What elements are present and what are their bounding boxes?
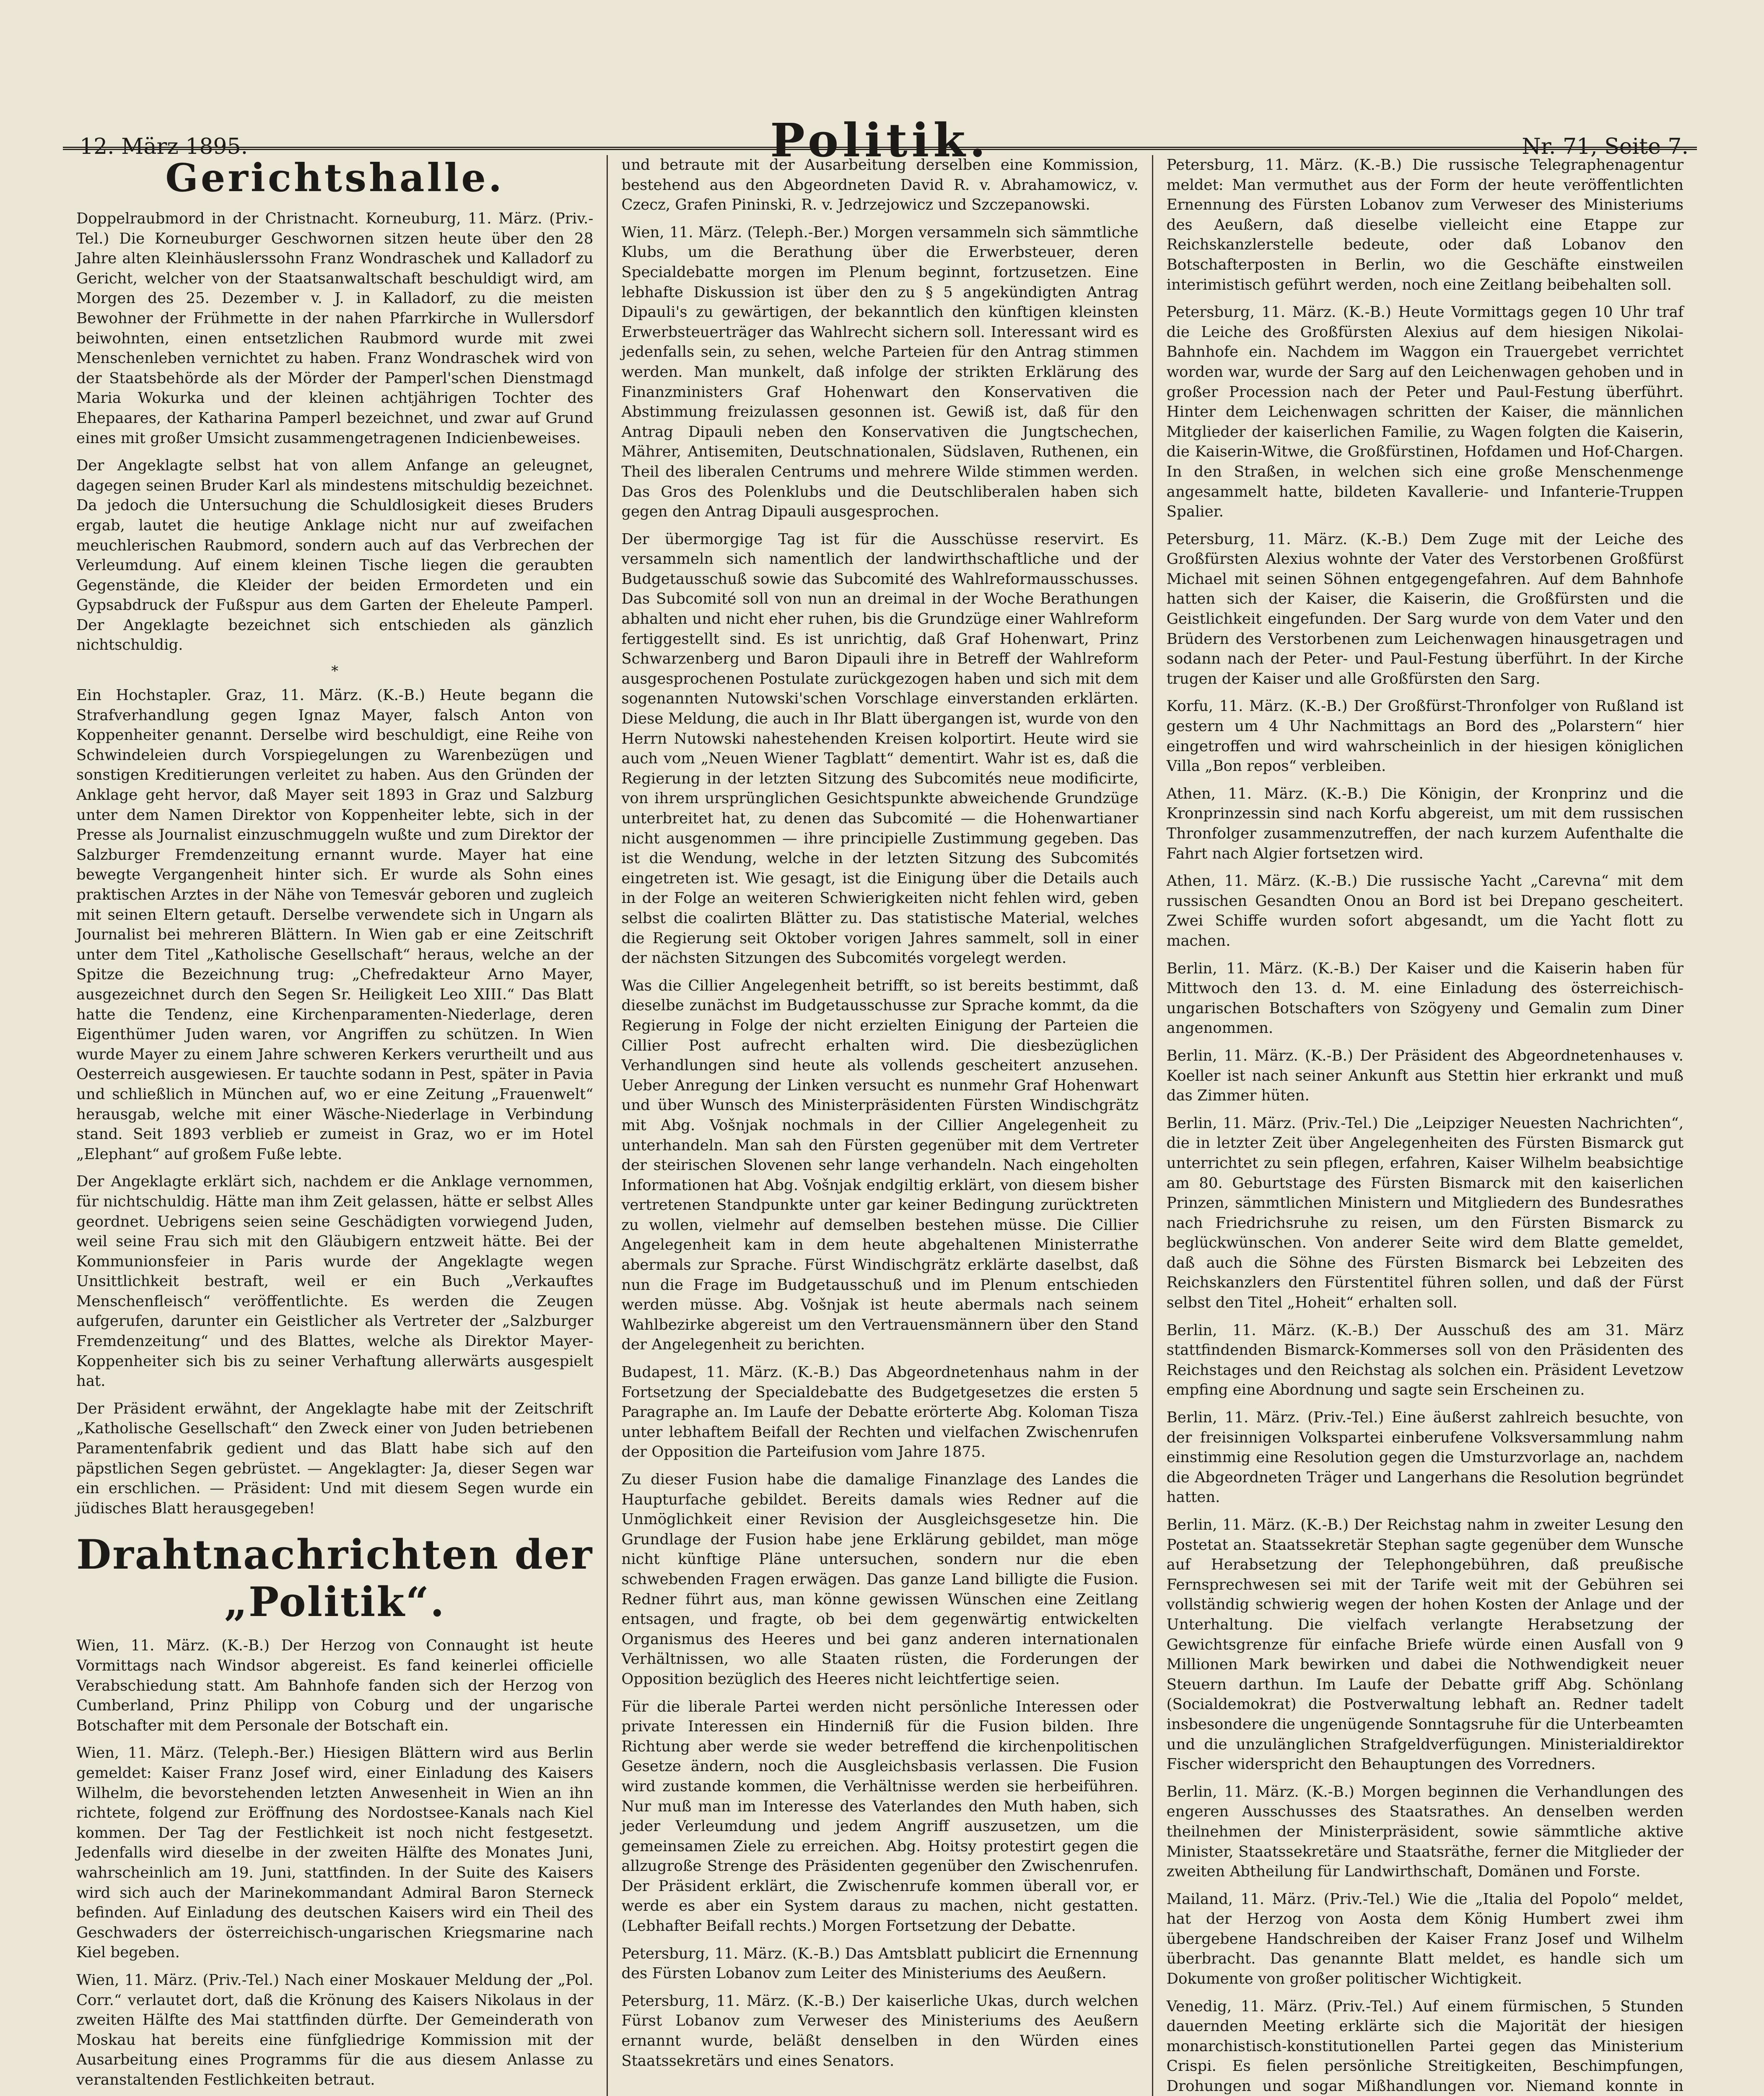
article-paragraph: Berlin, 11. März. (K.-B.) Morgen beginnen die Verhandlungen des engeren Ausschusses des Staatsrathes. An denselben werden theilnehmen der Ministerpräsident, sowie sämmtliche aktive Minister, Staatssekretäre und Staatsräthe, ferner die Mitglieder der zweiten Abtheilung für Landwirthschaft, Domänen und Forste. — [1166, 1783, 1684, 1881]
article-paragraph: Berlin, 11. März. (Priv.-Tel.) Eine äußerst zahlreich besuchte, von der freisinnigen Volkspartei einberufene Volksversammlung nahm einstimmig eine Resolution gegen die Umsturzvorlage an, nachdem die Abgeordneten Träger und Langerhans die Resolution begründet hatten. — [1166, 1409, 1684, 1506]
article-paragraph: Doppelraubmord in der Christnacht. Korneuburg, 11. März. (Priv.-Tel.) Die Korneuburger Geschwornen sitzen heute über den 28 Jahre alten Kleinhäuslerssohn Franz Wondraschek und Kalladorf zu Gericht, welcher von der Staatsanwaltschaft beschuldigt wird, am Morgen des 25. Dezember v. J. in Kalladorf, zu die meisten Bewohner der Frühmette in der nahen Pfarrkirche in Wullersdorf beiwohnten, einen entsetzlichen Raubmord wurde mit zwei Menschenleben vernichtet zu haben. Franz Wondraschek wird von der Staatsbehörde als der Mörder der Pamperl'schen Dienstmagd Maria Wokurka und der kleinen achtjährigen Tochter des Ehepaares, der Katharina Pamperl bezeichnet, und zwar auf Grund eines mit großer Umsicht zusammengetragenen Indicienbeweises. — [76, 210, 594, 447]
article-paragraph: Der Präsident erwähnt, der Angeklagte habe mit der Zeitschrift „Katholische Gesellschaft“ den Zweck einer von Juden betriebenen Paramentenfabrik gedient und das Blatt habe sich auf den päpstlichen Segen gebrüstet. — Angeklagter: Ja, dieser Segen war ein erschlichen. — Präsident: Und mit diesem Segen wurde ein jüdisches Blatt herausgegeben! — [76, 1400, 594, 1517]
article-paragraph: Der Angeklagte erklärt sich, nachdem er die Anklage vernommen, für nichtschuldig. Hätte man ihm Zeit gelassen, hätte er selbst Alles geordnet. Uebrigens seien seine Geschädigten vorwiegend Juden, weil seine Frau sich mit den Gläubigern entzweit hätte. Bei der Kommunionsfeier in Paris wurde der Angeklagte wegen Unsittlichkeit bestraft, weil er ein Buch „Verkauftes Menschenfleisch“ veröffentlichte. Es werden die Zeugen aufgerufen, darunter ein Geistlicher als Vertreter der „Salzburger Fremdenzeitung“ und des Blattes, welche als Direktor Mayer-Koppenheiter sich bis zu seiner Verhaftung allerwärts ausgespielt hat. — [76, 1173, 594, 1390]
article-paragraph: Petersburg, 11. März. (K.-B.) Heute Vormittags gegen 10 Uhr traf die Leiche des Großfürsten Alexius auf dem hiesigen Nikolai-Bahnhofe ein. Nachdem im Waggon ein Trauergebet verrichtet worden war, wurde der Sarg auf den Leichenwagen gehoben und in großer Procession nach der Peter und Paul-Festung überführt. Hinter dem Leichenwagen schritten der Kaiser, die männlichen Mitglieder der kaiserlichen Familie, zu Wagen folgten die Kaiserin, die Kaiserin-Witwe, die Großfürstinen, Hofdamen und Hof-Chargen. In den Straßen, in welchen sich eine große Menschenmenge angesammelt hatte, bildeten Kavallerie- und Infanterie-Truppen Spalier. — [1166, 304, 1684, 521]
article-paragraph: Berlin, 11. März. (K.-B.) Der Präsident des Abgeordnetenhauses v. Koeller ist nach seiner Ankunft aus Stettin hier erkrankt und muß das Zimmer hüten. — [1166, 1047, 1684, 1105]
article-paragraph: Wien, 11. März. (Priv.-Tel.) Nach einer Moskauer Meldung der „Pol. Corr.“ verlautet dort, daß die Krönung des Kaisers Nikolaus in der zweiten Hälfte des Mai stattfinden dürfte. Der Gemeinderath von Moskau hat bereits eine fünfgliedrige Kommission mit der Ausarbeitung eines Programms für die aus diesem Anlasse zu veranstaltenden Festlichkeiten betraut. — [76, 1971, 594, 2088]
article-paragraph: Für die liberale Partei werden nicht persönliche Interessen oder private Interessen ein Hinderniß für die Fusion bilden. Ihre Richtung aber werde sie weder betreffend die kirchenpolitischen Gesetze ändern, noch die Ausgleichsbasis verlassen. Die Fusion wird zustande kommen, die Verhältnisse werden sie herbeiführen. Nur muß man im Interesse des Vaterlandes den Muth haben, sich jeder Verleumdung und jedem Angriff auszusetzen, um die gemeinsamen Ziele zu erreichen. Abg. Hoitsy protestirt gegen die allzugroße Strenge des Präsidenten gegenüber den Zwischenrufen. Der Präsident erklärt, die Zwischenrufe kommen überall vor, er werde es aber ein System daraus zu machen, nicht gestatten. (Lebhafter Beifall rechts.) Morgen Fortsetzung der Debatte. — [621, 1698, 1139, 1935]
article-paragraph: und betraute mit der Ausarbeitung derselben eine Kommission, bestehend aus den Abgeordneten David R. v. Abrahamowicz, v. Czecz, Grafen Pininski, R. v. Jedrzejowicz und Szczepanowski. — [621, 156, 1139, 214]
separator-star: * — [331, 663, 339, 680]
article-paragraph: Mailand, 11. März. (Priv.-Tel.) Wie die „Italia del Popolo“ meldet, hat der Herzog von Aosta dem König Humbert zwei ihm übergebene Handschreiben der Kaiser Franz Josef und Wilhelm überbracht. Das genannte Blatt meldet, es handle sich um Dokumente von großer politischer Wichtigkeit. — [1166, 1890, 1684, 1988]
page-header — [63, 75, 1697, 167]
article-paragraph: Wien, 11. März. (K.-B.) Der Herzog von Connaught ist heute Vormittags nach Windsor abgereist. Es fand keinerlei officielle Verabschiedung statt. Am Bahnhofe fanden sich der Herzog von Cumberland, Prinz Philipp von Coburg und der ungarische Botschafter mit dem Personale der Botschaft ein. — [76, 1637, 594, 1734]
article-paragraph: Korfu, 11. März. (K.-B.) Der Großfürst-Thronfolger von Rußland ist gestern um 4 Uhr Nachmittags an Bord des „Polarstern“ hier eingetroffen und wird wahrscheinlich in der hiesigen königlichen Villa „Bon repos“ verbleiben. — [1166, 698, 1684, 775]
article-paragraph: Berlin, 11. März. (K.-B.) Der Kaiser und die Kaiserin haben für Mittwoch den 13. d. M. eine Einladung des österreichisch-ungarischen Botschafters von Szögyeny und Gemalin zum Diner angenommen. — [1166, 960, 1684, 1037]
article-paragraph: Athen, 11. März. (K.-B.) Die Königin, der Kronprinz und die Kronprinzessin sind nach Korfu abgereist, um mit dem russischen Thronfolger zusammenzutreffen, der nach kurzem Aufenthalte die Fahrt nach Algier fortsetzen wird. — [1166, 785, 1684, 862]
issue-date: 12. März 1895. — [80, 134, 248, 159]
section-title-court: Gerichtshalle. — [165, 155, 504, 200]
article-paragraph: Venedig, 11. März. (Priv.-Tel.) Auf einem fürmischen, 5 Stunden dauernden Meeting erklärte sich die Majorität der hiesigen monarchistisch-konstitutionellen Partei gegen das Ministerium Crispi. Es fielen persönliche Streitigkeiten, Beschimpfungen, Drohungen und sogar Mißhandlungen vor. Niemand konnte in — [1166, 1997, 1684, 2095]
article-paragraph: Petersburg, 11. März. (K.-B.) Dem Zuge mit der Leiche des Großfürsten Alexius wohnte der Vater des Verstorbenen Großfürst Michael mit seinen Söhnen entgegengefahren. Auf dem Bahnhofe hatten sich der Kaiser, die Kaiserin, die Großfürsten und die Geistlichkeit eingefunden. Der Sarg wurde von dem Vater und den Brüdern des Verstorbenen zum Leichenwagen hinausgetragen und sodann nach der Peter- und Paul-Festung überführt. In der Kirche trugen der Kaiser und alle Großfürsten den Sarg. — [1166, 530, 1684, 687]
article-paragraph: Petersburg, 11. März. (K.-B.) Der kaiserliche Ukas, durch welchen Fürst Lobanov zum Verweser des Ministeriums des Aeußern ernannt wurde, beläßt denselben in den Würden eines Staatssekretärs und eines Senators. — [621, 1992, 1139, 2070]
article-paragraph: Athen, 11. März. (K.-B.) Die russische Yacht „Carevna“ mit dem russischen Gesandten Onou an Bord ist bei Drepano gescheitert. Zwei Schiffe wurden sofort abgesandt, um die Yacht flott zu machen. — [1166, 872, 1684, 949]
issue-number: Nr. 71, Seite 7. — [1522, 134, 1689, 159]
article-paragraph: Berlin, 11. März. (K.-B.) Der Ausschuß des am 31. März stattfindenden Bismarck-Kommerses soll von den Präsidenten des Reichstages und den Reichstag als solchen ein. Präsident Levetzow empfing eine Abordnung und sagte sein Erscheinen zu. — [1166, 1321, 1684, 1399]
column-2 — [608, 155, 1153, 2096]
article-paragraph: Petersburg, 11. März. (K.-B.) Die russische Telegraphenagentur meldet: Man vermuthet aus der Form der heute veröffentlichten Ernennung des Fürsten Lobanov zum Verweser des Ministeriums des Aeußern, daß dieselbe vielleicht eine Etappe zur Reichskanzlerstelle bedeute, oder daß Lobanov den Botschafterposten in Berlin, wo die Geschäfte einstweilen interimistisch geführt werden, noch eine Zeitlang beibehalten soll. — [1166, 156, 1684, 293]
article-paragraph: Wien, 11. März. (Teleph.-Ber.) Hiesigen Blättern wird aus Berlin gemeldet: Kaiser Franz Josef wird, einer Einladung des Kaisers Wilhelm, die bevorstehenden letzten Anwesenheit in Wien an ihn richtete, folgend zur Eröffnung des Nordostsee-Kanals nach Kiel kommen. Der Tag der Festlichkeit ist noch nicht festgesetzt. Jedenfalls wird dieselbe in der zweiten Hälfte des Monates Juni, wahrscheinlich am 19. Juni, stattfinden. In der Suite des Kaisers wird sich auch der Marinekommandant Admiral Baron Sterneck befinden. Auf Einladung des deutschen Kaisers wird ein Theil des Geschwaders der österreichisch-ungarischen Kriegsmarine nach Kiel begeben. — [76, 1744, 594, 1961]
article-paragraph: Petersburg, 11. März. (K.-B.) Das Amtsblatt publicirt die Ernennung des Fürsten Lobanov zum Leiter des Ministeriums des Aeußern. — [621, 1945, 1139, 1982]
column-3 — [1153, 155, 1697, 2096]
article-paragraph: Berlin, 11. März. (K.-B.) Der Reichstag nahm in zweiter Lesung den Postetat an. Staatssekretär Stephan sagte gegenüber dem Wunsche auf Herabsetzung der Telephongebühren, daß preußische Fernsprechwesen sei mit der Tarife weit mit der Gebühren sei vollständig schwierig wegen der hohen Kosten der Anlage und der Unterhaltung. Die vielfach verlangte Herabsetzung der Gewichtsgrenze für einfache Briefe würde einen Ausfall von 9 Millionen Mark bewirken und dabei die Nothwendigkeit neuer Steuern darthun. Im Laufe der Debatte griff Abg. Schönlang (Socialdemokrat) die Postverwaltung lebhaft an. Redner tadelt insbesondere die ungenügende Sonntagsruhe für die Unterbeamten und die unzulänglichen Strafgeldverfügungen. Ministerialdirektor Fischer widerspricht den Behauptungen des Vorredners. — [1166, 1516, 1684, 1773]
section-masthead: Politik. — [770, 113, 990, 167]
columns — [63, 155, 1697, 2096]
article-paragraph: Was die Cillier Angelegenheit betrifft, so ist bereits bestimmt, daß dieselbe zunächst im Budgetausschusse zur Sprache kommt, da die Regierung in Folge der nicht erzielten Einigung der Parteien die Cillier Post aufrecht erhalten wird. Die diesbezüglichen Verhandlungen sind heute als vollends gescheitert anzusehen. Ueber Anregung der Linken versucht es nunmehr Graf Hohenwart und über Wunsch des Ministerpräsidenten Fürsten Windischgrätz mit Abg. Vošnjak nochmals in der Cillier Angelegenheit zu unterhandeln. Man sah den Fürsten gegenüber mit dem Vertreter der steirischen Slovenen sehr lange verhandeln. Nach eingeholten Informationen hat Abg. Vošnjak endgiltig erklärt, von diesem bisher vertretenen Standpunkte unter gar keiner Bedingung zurücktreten zu wollen, vielmehr auf demselben bestehen müsse. Die Cillier Angelegenheit kam in dem heute abgehaltenen Ministerrathe abermals zur Sprache. Fürst Windischgrätz erklärte daselbst, daß nun die Frage im Budgetausschuß und im Plenum entschieden werden müsse. Abg. Vošnjak ist heute abermals nach seinem Wahlbezirke abgereist um den Vertrauensmännern über den Stand der Angelegenheit zu berichten. — [621, 977, 1139, 1354]
article-paragraph: Wien, 11. März. (Teleph.-Ber.) Morgen versammeln sich sämmtliche Klubs, um die Berathung über die Erwerbsteuer, deren Specialdebatte morgen im Plenum beginnt, fortzusetzen. Eine lebhafte Diskussion ist über den zu § 5 angekündigten Antrag Dipauli's zu gewärtigen, der bekanntlich den künftigen kleinsten Erwerbsteuerträger das Wahlrecht sichern soll. Interessant wird es jedenfalls sein, zu sehen, welche Parteien für den Antrag stimmen werden. Man munkelt, daß infolge der strikten Erklärung des Finanzministers Graf Hohenwart den Konservativen die Abstimmung freizulassen gesonnen ist. Gewiß ist, daß für den Antrag Dipauli neben den Konservativen die Jungtschechen, Mährer, Antisemiten, Deutschnationalen, Südslaven, Ruthenen, ein Theil des liberalen Centrums und mehrere Wilde stimmen werden. Das Gros des Polenklubs und die Deutschliberalen haben sich gegen den Antrag Dipauli ausgesprochen. — [621, 223, 1139, 521]
section-title-telegrams: Drahtnachrichten der „Politik“. — [76, 1531, 594, 1626]
column-1 — [63, 155, 608, 2096]
article-paragraph: Zu dieser Fusion habe die damalige Finanzlage des Landes die Haupturfache gebildet. Bereits damals wies Redner auf die Unmöglichkeit einer Revision der Ausgleichsgesetze hin. Die Grundlage der Fusion habe jene Erklärung gebildet, man möge nicht künftige Pläne untersuchen, sondern nur die eben schwebenden Fragen erwägen. Das ganze Land billigte die Fusion. Redner führt aus, man könne gewissen Wünschen eine Zeitlang entsagen, und fragte, ob bei dem gegenwärtig entwickelten Organismus des Heeres und bei ganz anderen internationalen Verhältnissen, wo alle Staaten rüsten, die Forderungen der Opposition bezüglich des Heeres nicht leichtfertige seien. — [621, 1471, 1139, 1688]
article-paragraph: Der übermorgige Tag ist für die Ausschüsse reservirt. Es versammeln sich namentlich der landwirthschaftliche und der Budgetausschuß sowie das Subcomité des Wahlreformausschusses. Das Subcomité soll von nun an dreimal in der Woche Berathungen abhalten und nicht eher ruhen, bis die Grundzüge einer Wahlreform fertiggestellt sind. Es ist unrichtig, daß Graf Hohenwart, Prinz Schwarzenberg und Baron Dipauli ihre in Betreff der Wahlreform ausgesprochenen Postulate zurückgezogen haben und sich mit dem sogenannten Nutowski'schen Vorschlage einverstanden erklärten. Diese Meldung, die auch in Ihr Blatt übergangen ist, wurde von den Herrn Nutowski nahestehenden Kreisen kolportirt. Heute wird sie auch vom „Neuen Wiener Tagblatt“ dementirt. Wahr ist es, daß die Regierung in der letzten Sitzung des Subcomités neue modificirte, von ihrem ursprünglichen Gesichtspunkte abweichende Grundzüge unterbreitet hat, zu denen das Subcomité — die Hohenwartianer nicht ausgenommen — ihre principielle Zustimmung gegeben. Das ist die Wendung, welche in der letzten Sitzung des Subcomités eingetreten ist. Wie gesagt, ist die Einigung über die Details auch in der Folge an weiteren Schwierigkeiten nicht fehlen wird, geben selbst die coalirten Blätter zu. Das statistische Material, welches die Regierung seit Oktober vorigen Jahres sammelt, soll in einer der nächsten Sitzungen des Subcomités vorgelegt werden. — [621, 530, 1139, 967]
article-paragraph: Budapest, 11. März. (K.-B.) Das Abgeordnetenhaus nahm in der Fortsetzung der Specialdebatte des Budgetgesetzes die ersten 5 Paragraphe an. Im Laufe der Debatte erörterte Abg. Koloman Tisza unter lebhaftem Beifall der Rechten und vielfachen Zwischenrufen der Opposition die Parteifusion vom Jahre 1875. — [621, 1364, 1139, 1461]
article-paragraph: Ein Hochstapler. Graz, 11. März. (K.-B.) Heute begann die Strafverhandlung gegen Ignaz Mayer, falsch Anton von Koppenheiter genannt. Derselbe wird beschuldigt, eine Reihe von Schwindeleien durch Vorspiegelungen zu Warenbezügen und sonstigen Kreditierungen verleitet zu haben. Aus den Gründen der Anklage geht hervor, daß Mayer seit 1893 in Graz und Salzburg unter dem Namen Direktor von Koppenheiter lebte, sich in der Presse als Journalist einzuschmuggeln wußte und zum Direktor der Salzburger Fremdenzeitung ernannt wurde. Mayer hat eine bewegte Vergangenheit hinter sich. Er wurde als Sohn eines praktischen Arztes in der Nähe von Temesvár geboren und zugleich mit seinen Eltern getauft. Derselbe verwendete sich in Ungarn als Journalist bei mehreren Blättern. In Wien gab er eine Zeitschrift unter dem Titel „Katholische Gesellschaft“ heraus, welche an der Spitze die Bezeichnung trug: „Chefredakteur Arno Mayer, ausgezeichnet durch den Segen Sr. Heiligkeit Leo XIII.“ Das Blatt hatte die Tendenz, eine Kirchenparamenten-Niederlage, deren Eigenthümer Juden waren, vor Angriffen zu schützen. In Wien wurde Mayer zu einem Jahre schweren Kerkers verurtheilt und aus Oesterreich ausgewiesen. Er tauchte sodann in Pest, später in Pavia und schließlich in München auf, wo er eine Zeitung „Frauenwelt“ herausgab, welche mit einer Wäsche-Niederlage in Verbindung stand. Seit 1893 verblieb er zumeist in Graz, wo er im Hotel „Elephant“ auf großem Fuße lebte. — [76, 687, 594, 1163]
article-paragraph: Berlin, 11. März. (Priv.-Tel.) Die „Leipziger Neuesten Nachrichten“, die in letzter Zeit über Angelegenheiten des Fürsten Bismarck gut unterrichtet zu sein pflegen, erfahren, Kaiser Wilhelm beabsichtige am 80. Geburtstage des Fürsten Bismarck mit den kaiserlichen Prinzen, sämmtlichen Ministern und Mitgliedern des Bundesrathes nach Friedrichsruhe zu reisen, um den Fürsten Bismarck zu beglückwünschen. Von anderer Seite wird dem Blatte gemeldet, daß auch die Söhne des Fürsten Bismarck bei Lebzeiten des Reichskanzlers den Fürstentitel führen sollen, und daß der Fürst selbst den Titel „Hoheit“ erhalten soll. — [1166, 1114, 1684, 1312]
article-paragraph: Der Angeklagte selbst hat von allem Anfange an geleugnet, dagegen seinen Bruder Karl als mindestens mitschuldig bezeichnet. Da jedoch die Untersuchung die Schuldlosigkeit dieses Bruders ergab, lautet die heutige Anklage nicht nur auf zweifachen meuchlerischen Raubmord, sondern auch auf das Verbrechen der Verleumdung. Auf einem kleinen Tische liegen die geraubten Gegenstände, die Kleider der beiden Ermordeten und ein Gypsabdruck der Fußspur aus dem Garten der Eheleute Pamperl. Der Angeklagte bezeichnet sich entschieden als gänzlich nichtschuldig. — [76, 457, 594, 654]
